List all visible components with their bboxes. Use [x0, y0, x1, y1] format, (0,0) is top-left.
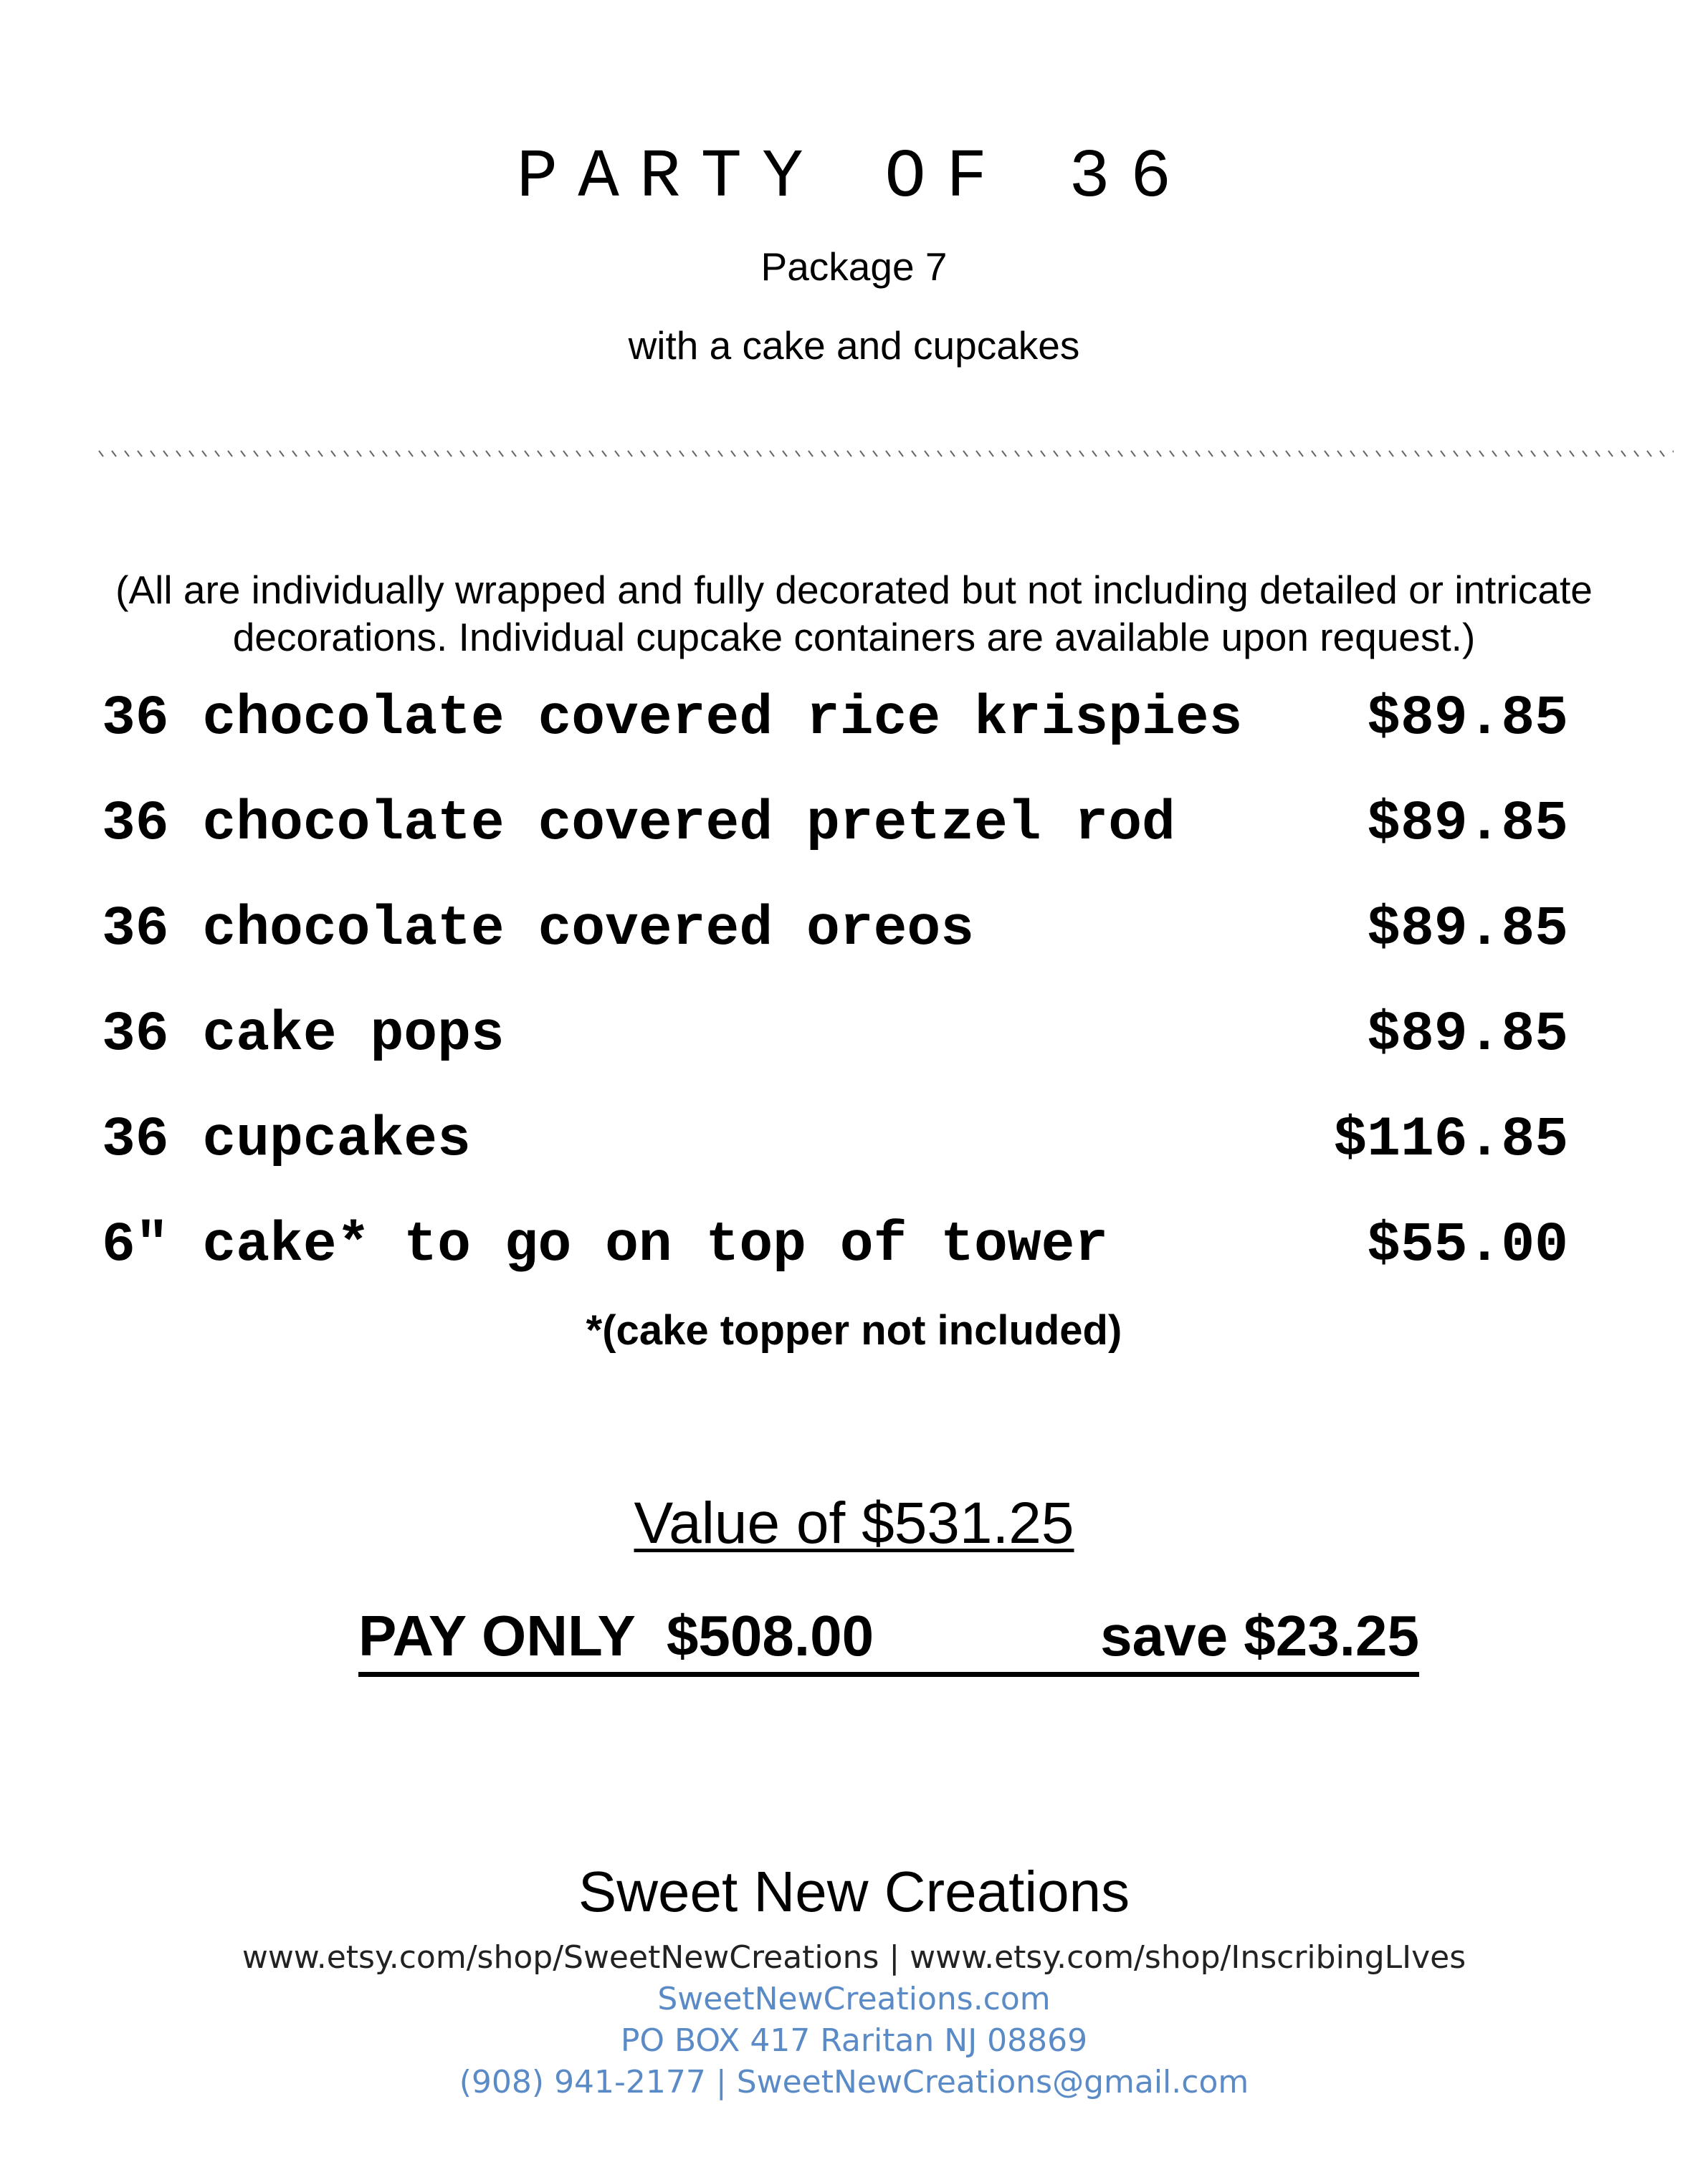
item-price: $89.85	[1367, 793, 1568, 856]
list-item	[102, 1213, 1568, 1278]
package-description: with a cake and cupcakes	[628, 323, 1080, 368]
list-item	[102, 792, 1568, 856]
item-price: $55.00	[1367, 1214, 1568, 1277]
decorative-divider	[97, 448, 1674, 459]
item-price: $89.85	[1367, 1003, 1568, 1066]
item-label: 36 chocolate covered oreos	[102, 898, 974, 961]
wrapping-note-line-2: decorations. Individual cupcake containers are available upon request.)	[232, 615, 1476, 659]
website-link[interactable]: SweetNewCreations.com	[657, 1981, 1051, 2017]
list-item	[102, 1108, 1568, 1172]
company-name: Sweet New Creations	[578, 1860, 1130, 1923]
page-title: PARTY OF 36	[516, 138, 1192, 216]
list-item	[102, 897, 1568, 962]
list-item	[102, 1003, 1568, 1067]
pay-only-line	[358, 1600, 1419, 1677]
list-item	[102, 687, 1568, 751]
item-label: 36 chocolate covered rice krispies	[102, 687, 1243, 750]
package-value	[0, 1491, 1708, 1556]
item-label: 36 cupcakes	[102, 1109, 471, 1172]
item-price: $116.85	[1333, 1109, 1568, 1172]
savings-amount: save $23.25	[1100, 1604, 1419, 1668]
package-number: Package 7	[760, 244, 948, 289]
item-label: 6″ cake* to go on top of tower	[102, 1214, 1109, 1277]
pay-only-price: PAY ONLY $508.00	[358, 1604, 874, 1668]
item-label: 36 chocolate covered pretzel rod	[102, 793, 1175, 856]
wrapping-note-line-1: (All are individually wrapped and fully decorated but not including detailed or intricate	[115, 568, 1593, 612]
etsy-shop-links[interactable]: www.etsy.com/shop/SweetNewCreations | www.etsy.com/shop/InscribingLIves	[242, 1939, 1466, 1976]
cake-topper-footnote: *(cake topper not included)	[586, 1307, 1122, 1354]
wrapping-note	[0, 566, 1708, 661]
package-value-text: Value of $531.25	[634, 1491, 1074, 1556]
item-price: $89.85	[1367, 898, 1568, 961]
item-price: $89.85	[1367, 687, 1568, 750]
item-label: 36 cake pops	[102, 1003, 505, 1066]
phone-email[interactable]: (908) 941-2177 | SweetNewCreations@gmail.com	[459, 2064, 1249, 2100]
mailing-address: PO BOX 417 Raritan NJ 08869	[620, 2022, 1088, 2059]
